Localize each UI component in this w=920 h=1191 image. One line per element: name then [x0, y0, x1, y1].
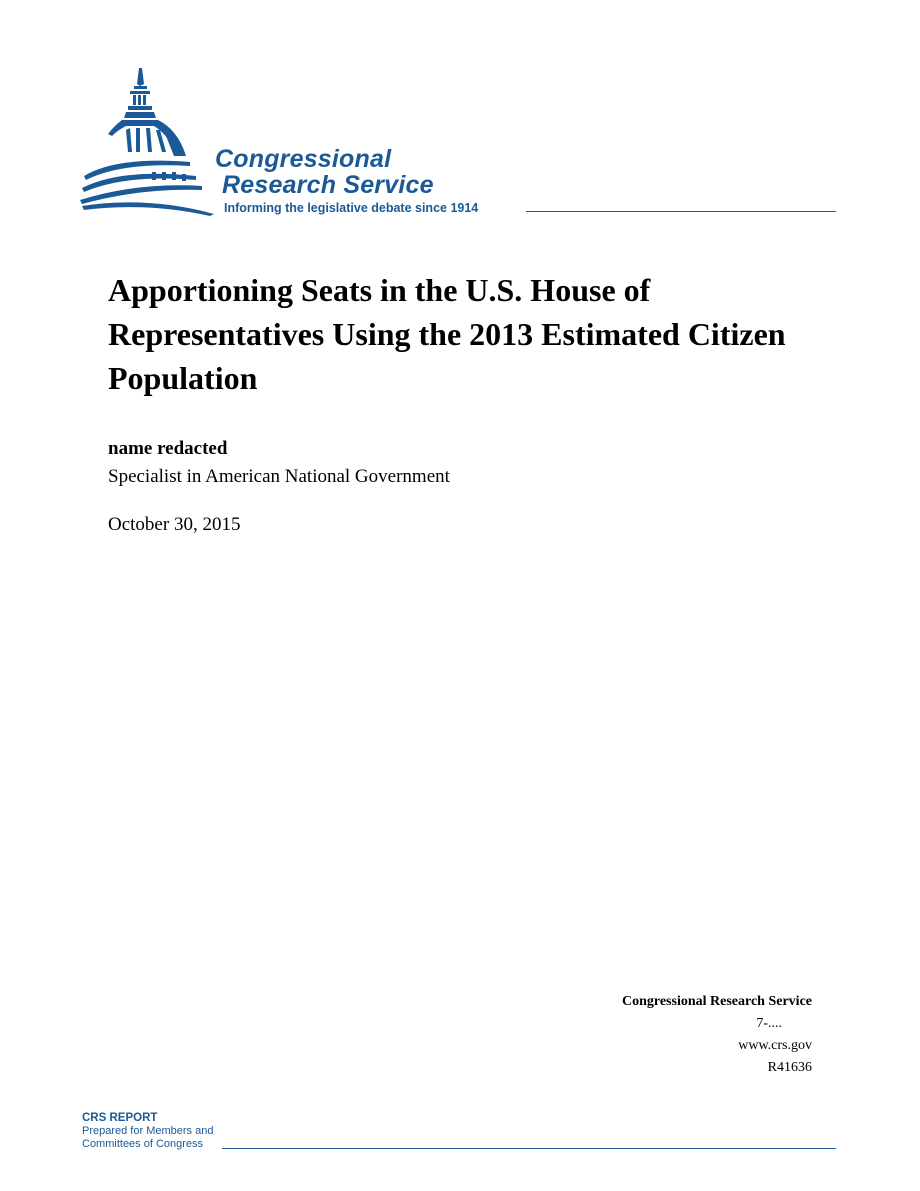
report-title: Apportioning Seats in the U.S. House of Representatives Using the 2013 Estimated Citizen Population: [108, 272, 786, 396]
footer-committees: Committees of Congress: [82, 1138, 204, 1150]
capitol-dome-icon: [78, 64, 218, 224]
crs-logo: [78, 64, 838, 224]
logo-tagline: Informing the legislative debate since 1914: [224, 201, 479, 215]
logo-name-line1: Congressional: [215, 145, 392, 173]
logo-name-line2: Research Service: [222, 171, 434, 199]
report-date: October 30, 2015: [108, 514, 241, 535]
footer-divider: [222, 1148, 836, 1149]
author-title: Specialist in American National Government: [108, 466, 450, 487]
publisher-name: Congressional Research Service: [621, 994, 812, 1009]
logo-divider: [526, 211, 836, 212]
publisher-phone: 7-....: [756, 1016, 782, 1031]
publisher-block: [622, 991, 812, 1079]
footer-crs-report: CRS REPORT: [82, 1112, 158, 1124]
author-name: name redacted: [108, 438, 228, 459]
publisher-website[interactable]: www.crs.gov: [738, 1038, 812, 1053]
report-number: R41636: [767, 1060, 812, 1075]
footer-prepared-for: Prepared for Members and: [82, 1125, 214, 1137]
footer-block: [82, 1112, 213, 1151]
